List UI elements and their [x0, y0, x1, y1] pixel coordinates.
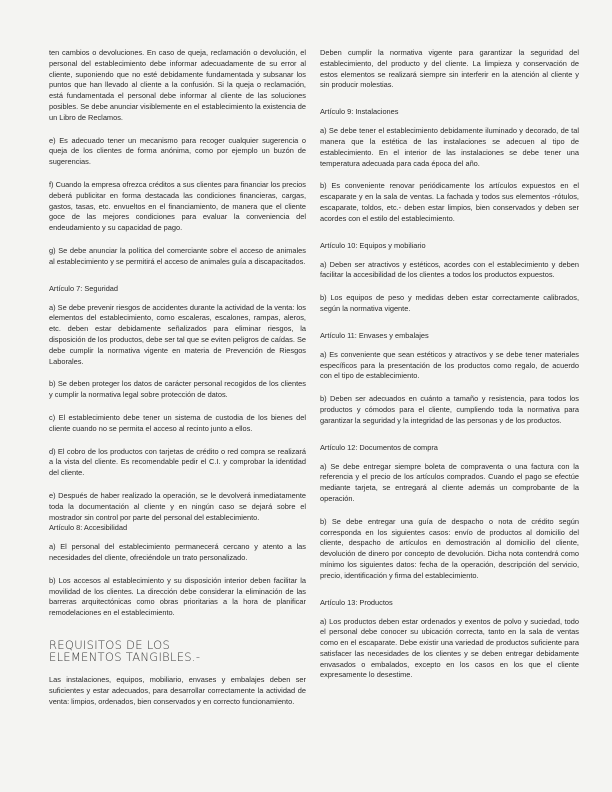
paragraph-regulations: Deben cumplir la normativa vigente para garantizar la seguridad del establecimiento, del producto y del cliente. La limpieza y conservación de estos elementos se realizará siempre sin interferir en la atención al cliente y sin producir molestias. [320, 48, 579, 90]
article-11-a: a) Es conveniente que sean estéticos y atractivos y se debe tener materiales específicos para la presentación de los productos como regalo, de acuerdo con el tipo de establecimiento. [320, 349, 579, 381]
article-8-b: b) Los accesos al establecimiento y su disposición interior deben facilitar la movilidad de los clientes. La dirección debe considerar la eliminación de las barreras arquitectónicas como obras prioritarias a la hora de planificar remodelaciones en el establecimiento. [49, 575, 306, 618]
article-7-e: e) Después de haber realizado la operación, se le devolverá inmediatamente toda la documentación al cliente y en ningún caso se dejará sobre el mostrador sin control por parte del personal del establecimiento. [49, 490, 306, 522]
article-12-title: Artículo 12: Documentos de compra [320, 442, 438, 452]
article-13-a: a) Los productos deben estar ordenados y exentos de polvo y suciedad, todo el personal debe conocer su ubicación correcta, tanto en la sala de ventas como en el escaparate. Debe existir una variedad de productos suficiente para satisfacer las necesidades de los clientes y se deben entregar debidamente envasados o embalados, excepto en los casos en los que el cliente expresamente lo desestime. [320, 616, 579, 680]
article-7-b: b) Se deben proteger los datos de carácter personal recogidos de los clientes y cumplir la normativa legal sobre protección de datos. [49, 379, 306, 400]
article-10-a: a) Deben ser atractivos y estéticos, acordes con el establecimiento y deben facilitar la accesibilidad de los clientes a todos los productos expuestos. [320, 259, 579, 280]
article-7-a: a) Se debe prevenir riesgos de accidentes durante la actividad de la venta: los elementos del establecimiento, como escaleras, escalones, rampas, aleros, etc. deben estar debidamente señalizados para eliminar riesgos, la disposición de los productos, debe ser tal que se eviten peligros de caídas. Se debe cumplir la normativa vigente en materia de Prevención de Riesgos Laborales. [49, 302, 306, 366]
right-column [320, 48, 579, 693]
article-7-title: Artículo 7: Seguridad [49, 283, 119, 293]
article-7-c: c) El establecimiento debe tener un sistema de custodia de los bienes del cliente cuando no se permita el acceso al recinto junto a ellos. [49, 412, 306, 433]
article-8-a: a) El personal del establecimiento permanecerá cercano y atento a las necesidades del cliente, ofreciéndole un trato personalizado. [49, 542, 306, 563]
section-intro: Las instalaciones, equipos, mobiliario, envases y embalajes deben ser suficientes y estar adecuados, para desarrollar correctamente la actividad de venta: limpios, ordenados, bien conservados y en correcto funcionamiento. [49, 675, 306, 706]
left-column [49, 48, 306, 719]
paragraph-credit: f) Cuando la empresa ofrezca créditos a sus clientes para financiar los precios deberá publicitar en forma destacada las condiciones financieras, cargas, gastos, tasas, etc. envueltos en el financiamiento, de manera que el cliente goce de las mejores condiciones para evaluar la conveniencia del endeudamiento y su capacidad de pago. [49, 179, 306, 233]
article-9-title: Artículo 9: Instalaciones [320, 107, 399, 117]
paragraph-complaints: ten cambios o devoluciones. En caso de queja, reclamación o devolución, el personal del establecimiento debe informar adecuadamente de su error al cliente, suponiendo que no esté debidamente fundamentada y subsanar los puntos que han llevado al cliente a la confusión. Si la queja o reclamación, está fundamentada el personal debe informar al cliente de las soluciones posibles. Se debe anunciar visiblemente en el establecimiento la existencia de un Libro de Reclamos. [49, 48, 306, 122]
article-10-title: Artículo 10: Equipos y mobiliario [320, 240, 426, 250]
section-heading-line-1: REQUISITOS DE LOS [49, 638, 171, 653]
article-11-b: b) Deben ser adecuados en cuánto a tamaño y resistencia, para todos los productos y cómodos para el cliente, cumpliendo toda la normativa para garantizar la seguridad y la integridad de las personas y de los productos. [320, 394, 579, 425]
section-heading-line-2: ELEMENTOS TANGIBLES.- [49, 650, 201, 665]
article-9-a: a) Se debe tener el establecimiento debidamente iluminado y decorado, de tal manera que la estética de las instalaciones se adecuen al tipo de establecimiento. En el interior de las instalaciones se debe tener una temperatura adecuada para cada época del año. [320, 126, 579, 168]
article-11-title: Artículo 11: Envases y embalajes [320, 330, 429, 340]
article-9-b: b) Es conveniente renovar periódicamente los artículos expuestos en el escaparate y en la sala de ventas. La fachada y todos sus elementos -rótulos, escaparate, toldos, etc.- deben estar limpios, bien conservados y deben ser acordes con el estilo del establecimiento. [320, 181, 579, 223]
article-8-title: Artículo 8: Accesibilidad [49, 523, 128, 533]
section-heading [49, 639, 306, 663]
paragraph-suggestions: e) Es adecuado tener un mecanismo para recoger cualquier sugerencia o queja de los clientes de forma anónima, como por ejemplo un buzón de sugerencias. [49, 135, 306, 167]
paragraph-animals: g) Se debe anunciar la política del comerciante sobre el acceso de animales al establecimiento y se permitirá el acceso de animales guía a discapacitados. [49, 245, 306, 266]
article-12-b: b) Se debe entregar una guía de despacho o nota de crédito según corresponda en los siguientes casos: envío de productos al domicilio del cliente, despacho de artículos en demostración al domicilio del cliente, devolución de dinero por concepto de devolución. Dicha nota contendrá como mínimo los siguientes datos: fecha de la operación, descripción del servicio, precio, identificación y firma del establecimiento. [320, 516, 579, 580]
article-12-a: a) Se debe entregar siempre boleta de compraventa o una factura con la referencia y el precio de los artículos comprados. Cuando el pago se efectúe mediante tarjeta, se entregará al cliente además un comprobante de la operación. [320, 461, 579, 503]
article-13-title: Artículo 13: Productos [320, 597, 393, 607]
article-7-d: d) El cobro de los productos con tarjetas de crédito o red compra se realizará a la vista del cliente. Es recomendable pedir el C.I. y comprobar la identidad del cliente. [49, 446, 306, 478]
article-10-b: b) Los equipos de peso y medidas deben estar correctamente calibrados, según la normativa vigente. [320, 293, 579, 313]
